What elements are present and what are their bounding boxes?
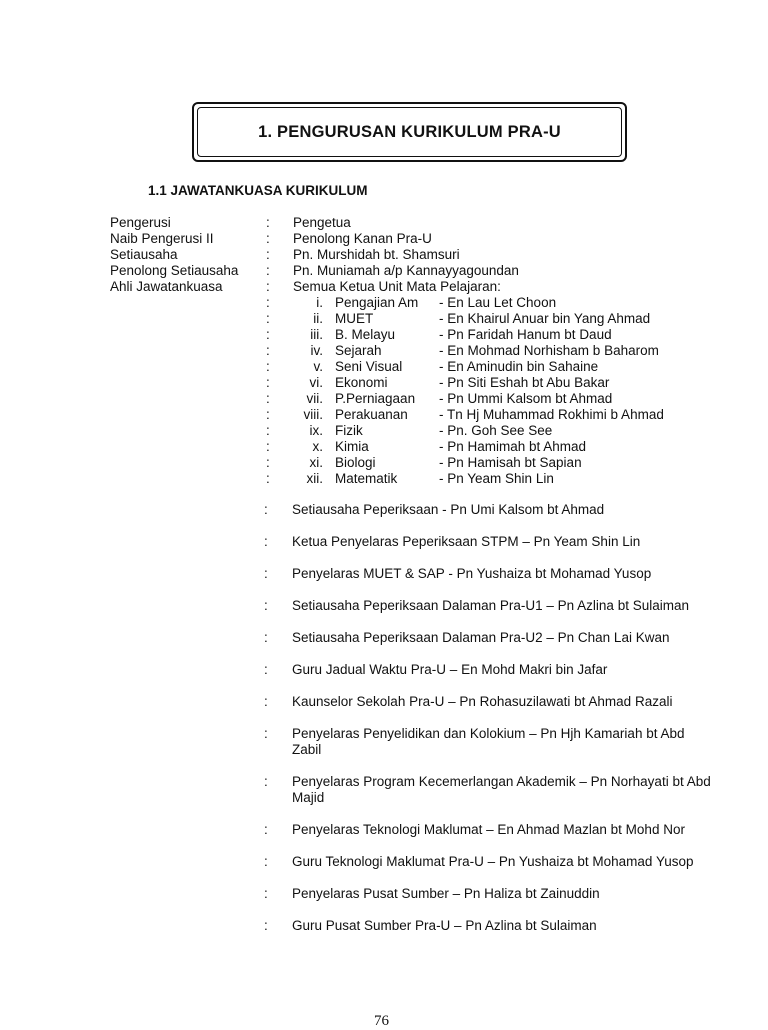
subject-name: Perakuanan [335,407,408,422]
subject-teacher: - En Khairul Anuar bin Yang Ahmad [439,311,651,326]
subject-row [110,295,710,311]
subject-number: xi. [309,455,323,470]
colon: : [264,886,268,901]
officer-role: Penolong Setiausaha [110,263,239,278]
duty-text: Penyelaras Pusat Sumber – Pn Haliza bt Zainuddin [292,886,600,901]
duty-item [264,918,714,934]
duty-text: Guru Jadual Waktu Pra-U – En Mohd Makri bin Jafar [292,662,608,677]
subject-teacher: - Pn Ummi Kalsom bt Ahmad [439,391,613,406]
subject-number: ii. [313,311,323,326]
colon: : [266,439,270,454]
subject-name: Pengajian Am [335,295,419,310]
colon: : [264,918,268,933]
subject-name: Sejarah [335,343,382,358]
duty-item [264,662,714,678]
subject-teacher: - En Lau Let Choon [439,295,557,310]
duty-text: Guru Pusat Sumber Pra-U – Pn Azlina bt Sulaiman [292,918,597,933]
officer-value: Semua Ketua Unit Mata Pelajaran: [293,279,501,294]
officer-row [110,263,710,279]
duty-item [264,534,714,550]
subject-number: ix. [309,423,323,438]
colon: : [266,423,270,438]
title-box [192,102,627,162]
officer-row [110,215,710,231]
subject-row [110,439,710,455]
subject-number: xii. [306,471,323,486]
subject-teacher: - En Mohmad Norhisham b Baharom [439,343,659,358]
duties-list [264,502,714,950]
duty-text: Penyelaras MUET & SAP - Pn Yushaiza bt Mohamad Yusop [292,566,652,581]
colon: : [266,407,270,422]
subject-teacher: - Pn Hamimah bt Ahmad [439,439,587,454]
subject-teacher: - Pn Hamisah bt Sapian [439,455,582,470]
colon: : [266,327,270,342]
subject-name: Seni Visual [335,359,403,374]
subject-number: x. [312,439,323,454]
duty-item [264,774,714,806]
duty-item [264,566,714,582]
subject-number: vii. [306,391,323,406]
subject-name: P.Perniagaan [335,391,416,406]
colon: : [266,231,270,246]
duty-text: Guru Teknologi Maklumat Pra-U – Pn Yushaiza bt Mohamad Yusop [292,854,694,869]
duty-item [264,726,714,758]
colon: : [266,343,270,358]
colon: : [266,391,270,406]
subject-name: Biologi [335,455,376,470]
page-number: 76 [374,1013,389,1029]
colon: : [266,455,270,470]
colon: : [264,598,268,613]
duty-text: Setiausaha Peperiksaan - Pn Umi Kalsom bt Ahmad [292,502,605,517]
duty-text: Setiausaha Peperiksaan Dalaman Pra-U2 – Pn Chan Lai Kwan [292,630,670,645]
duty-item [264,854,714,870]
duty-item [264,822,714,838]
colon: : [266,375,270,390]
colon: : [266,471,270,486]
duty-text: Ketua Penyelaras Peperiksaan STPM – Pn Yeam Shin Lin [292,534,641,549]
subject-row [110,375,710,391]
colon: : [266,359,270,374]
subject-name: Ekonomi [335,375,388,390]
duty-item [264,630,714,646]
officer-value: Pn. Muniamah a/p Kannayyagoundan [293,263,519,278]
officer-value: Penolong Kanan Pra-U [293,231,432,246]
officer-role: Setiausaha [110,247,178,262]
duty-item [264,598,714,614]
officers-list [110,215,710,295]
subject-number: v. [313,359,323,374]
officer-role: Pengerusi [110,215,171,230]
officer-row [110,231,710,247]
officer-row [110,247,710,263]
duty-text: Setiausaha Peperiksaan Dalaman Pra-U1 – Pn Azlina bt Sulaiman [292,598,689,613]
officer-role: Ahli Jawatankuasa [110,279,223,294]
subject-number: viii. [303,407,323,422]
subject-row [110,455,710,471]
subject-row [110,343,710,359]
officer-value: Pengetua [293,215,351,230]
colon: : [266,295,270,310]
subject-name: Kimia [335,439,369,454]
officer-value: Pn. Murshidah bt. Shamsuri [293,247,460,262]
subject-name: Matematik [335,471,398,486]
subject-row [110,327,710,343]
colon: : [264,534,268,549]
subject-name: MUET [335,311,374,326]
subject-teacher: - Tn Hj Muhammad Rokhimi b Ahmad [439,407,664,422]
colon: : [266,215,270,230]
page-title: 1. PENGURUSAN KURIKULUM PRA-U [197,107,622,157]
colon: : [266,279,270,294]
duty-text: Penyelaras Program Kecemerlangan Akademik – Pn Norhayati bt Abd Majid [292,774,711,805]
subject-row [110,407,710,423]
colon: : [264,822,268,837]
section-heading: 1.1 JAWATANKUASA KURIKULUM [148,183,368,198]
colon: : [264,662,268,677]
subject-row [110,471,710,487]
subject-teacher: - Pn Yeam Shin Lin [439,471,554,486]
duty-text: Penyelaras Penyelidikan dan Kolokium – Pn Hjh Kamariah bt Abd Zabil [292,726,685,757]
subject-teacher: - Pn Siti Eshah bt Abu Bakar [439,375,610,390]
subject-number: iii. [310,327,323,342]
colon: : [266,247,270,262]
subject-row [110,391,710,407]
colon: : [264,566,268,581]
colon: : [264,694,268,709]
subject-heads-list [110,295,710,487]
subject-number: vi. [309,375,323,390]
colon: : [264,854,268,869]
subject-row [110,359,710,375]
colon: : [264,502,268,517]
duty-item [264,502,714,518]
subject-name: Fizik [335,423,363,438]
subject-teacher: - Pn. Goh See See [439,423,553,438]
officer-row [110,279,710,295]
subject-row [110,423,710,439]
subject-teacher: - En Aminudin bin Sahaine [439,359,599,374]
subject-number: iv. [310,343,323,358]
colon: : [264,630,268,645]
subject-row [110,311,710,327]
duty-text: Kaunselor Sekolah Pra-U – Pn Rohasuzilawati bt Ahmad Razali [292,694,673,709]
colon: : [266,263,270,278]
colon: : [264,774,268,789]
duty-item [264,694,714,710]
colon: : [264,726,268,741]
subject-teacher: - Pn Faridah Hanum bt Daud [439,327,612,342]
subject-number: i. [316,295,323,310]
duty-item [264,886,714,902]
duty-text: Penyelaras Teknologi Maklumat – En Ahmad Mazlan bt Mohd Nor [292,822,685,837]
subject-name: B. Melayu [335,327,396,342]
colon: : [266,311,270,326]
officer-role: Naib Pengerusi II [110,231,214,246]
